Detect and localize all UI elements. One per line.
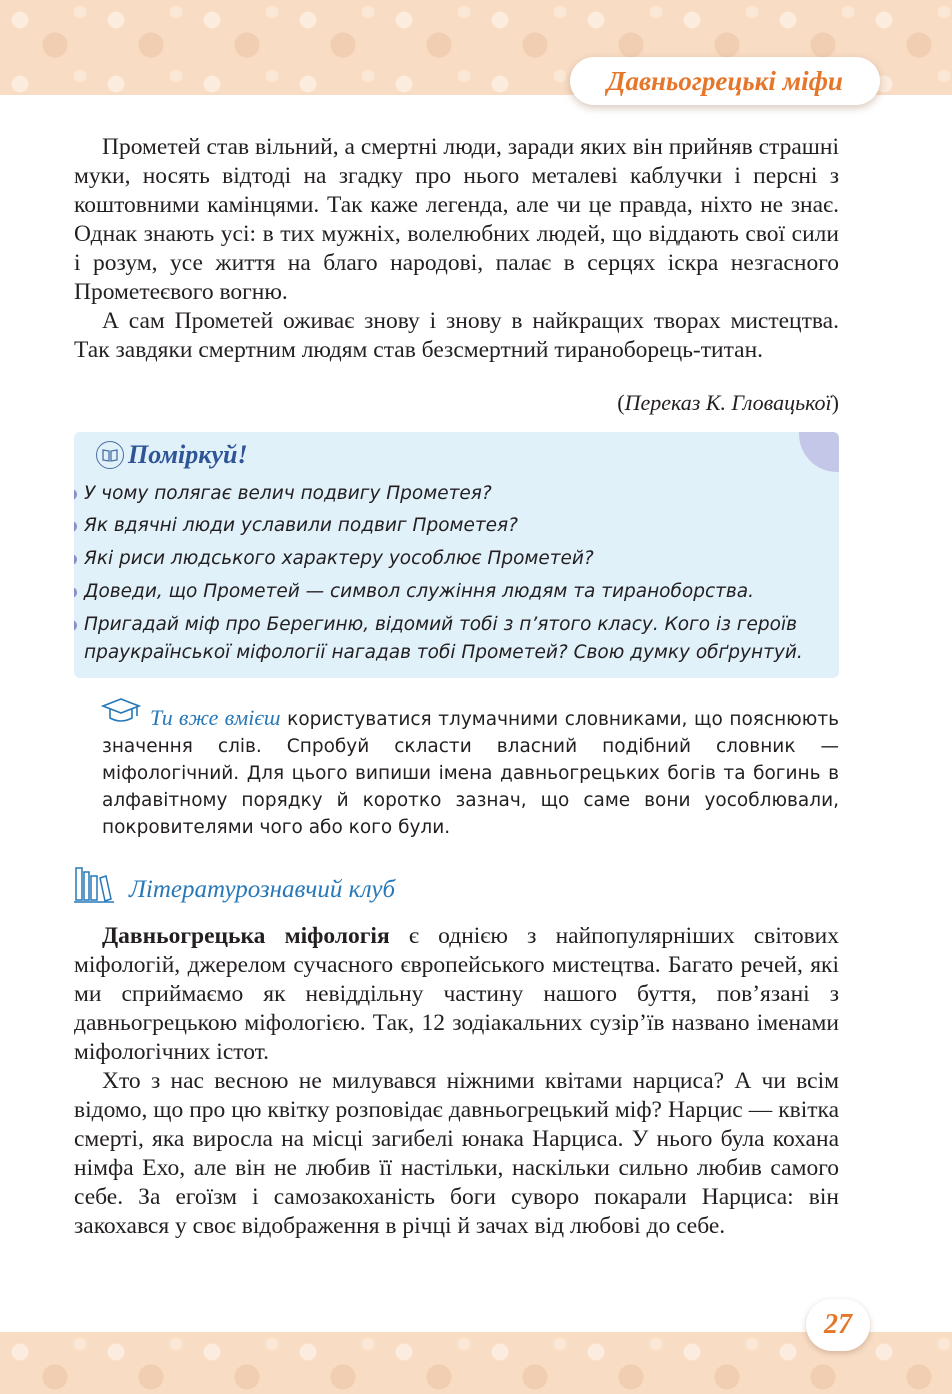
bullet-icon [74,620,77,631]
page-number-badge [806,1299,870,1351]
bullet-icon [74,554,77,565]
attribution: (Переказ К. Гловацької) [617,390,839,415]
bookshelf-icon [74,866,116,904]
think-label: Поміркуй! [128,440,248,469]
think-title [96,440,248,470]
story-text [74,133,839,365]
bullet-icon [74,587,77,598]
paragraph: Прометей став вільний, а смертні люди, заради яких він прийняв страшні муки, носять відтоді на згадку про нього металеві каблучки і персні з коштовними камінцями. Так каже легенда, але чи це правда, ніхто не знає. Однак знають усі: в тих мужніх, волелюбних людей, що віддають свої сили і розум, усе життя на благо народові, палає в серцях іскра незгасного Прометеєвого вогню. [74,134,839,305]
bullet-icon [74,489,77,500]
think-box [74,432,839,678]
corner-decoration [799,432,839,472]
paragraph: А сам Прометей оживає знову і знову в найкращих творах мистецтва. Так завдяки смертним людям став безсмертний тираноборець-титан. [74,308,839,363]
term-bold: Давньогрецька міфологія [102,923,390,949]
list-item: Пригадай міф про Берегиню, відомий тобі з п’ятого класу. Кого із героїв праукраїнської міфології нагадав тобі Прометей? Свою думку обґрунтуй. [74,611,839,667]
club-title: Літературознавчий клуб [129,876,396,903]
club-text [74,922,839,1241]
tip-lead: Ти вже вмієш [150,705,281,730]
chapter-title: Давньогрецькі міфи [607,65,843,96]
book-icon [96,441,124,469]
paragraph: Давньогрецька міфологія є однією з найпопулярніших світових міфологій, джерелом сучасного європейського мистецтва. Багато речей, які ми сприймаємо як невіддільну частину нашого буття, пов’язані з давньогрецькою міфологією. Так, 12 зодіакальних сузір’їв названо іменами міфологічних істот. [74,923,840,1065]
tip-paragraph [102,704,839,841]
list-item: Як вдячні люди уславили подвиг Прометея? [74,512,839,540]
list-item: У чому полягає велич подвигу Прометея? [74,480,839,508]
bullet-icon [74,521,77,532]
decorative-footer-band [0,1332,952,1394]
attribution-text: Переказ К. Гловацької [624,390,832,415]
tip-text: користуватися тлумачними словниками, що пояснюють значення слів. Спробуй скласти власний подібний словник — міфологічний. Для цього випиши імена давньогрецьких богів та богинь в алфавітному порядку й коротко зазнач, що саме вони уособлювали, покровителями чого або кого були. [102,709,839,838]
list-item: Доведи, що Прометей — символ служіння людям та тираноборства. [74,578,839,606]
list-item: Які риси людського характеру уособлює Прометей? [74,545,839,573]
paragraph: Хто з нас весною не милувався ніжними квітами нарциса? А чи всім відомо, що про цю квітку розповідає давньогрецький міф? Нарцис — квітка смерті, яка виросла на місці загибелі юнака Нарциса. У нього була кохана німфа Ехо, але він не любив її настільки, наскільки сильно любив самого себе. За егоїзм і самозакоханість боги суворо покарали Нарциса: він закохався у своє відображення в річці й зачах від любові до себе. [74,1068,839,1239]
chapter-title-tab [570,57,880,105]
page-number: 27 [824,1309,852,1340]
